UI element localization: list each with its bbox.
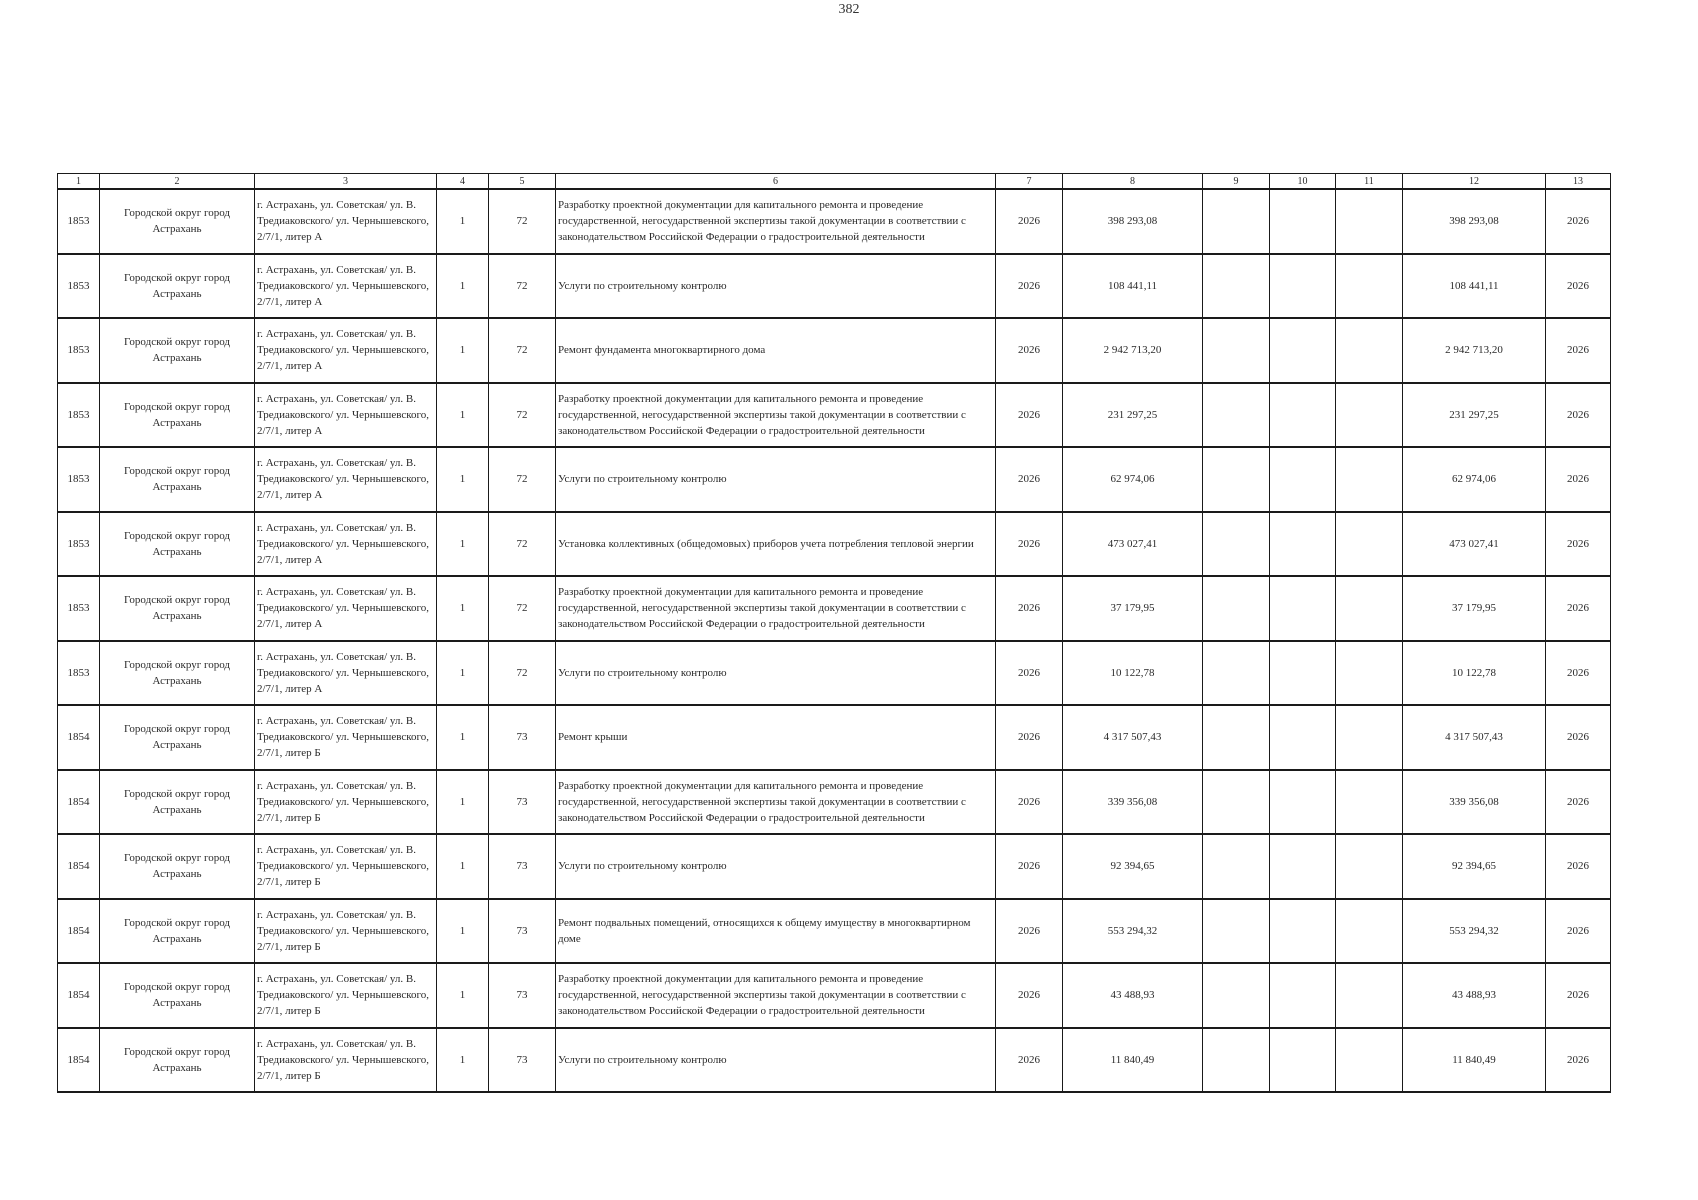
total-cell: 11 840,49: [1403, 1028, 1546, 1093]
cost-cell: 37 179,95: [1063, 576, 1203, 641]
table-row: [58, 770, 1611, 835]
address-cell: г. Астрахань, ул. Советская/ ул. В. Тредиаковского/ ул. Чернышевского, 2/7/1, литер Б: [255, 963, 437, 1028]
end-year-cell: 2026: [1546, 1028, 1611, 1093]
municipality-cell: Городской округ город Астрахань: [100, 641, 255, 706]
table-row: [58, 899, 1611, 964]
table-body: [58, 189, 1611, 1092]
col10-cell: [1270, 705, 1336, 770]
col11-cell: [1336, 318, 1403, 383]
col9-cell: [1203, 705, 1270, 770]
address-cell: г. Астрахань, ул. Советская/ ул. В. Тредиаковского/ ул. Чернышевского, 2/7/1, литер Б: [255, 705, 437, 770]
cost-cell: 4 317 507,43: [1063, 705, 1203, 770]
end-year-cell: 2026: [1546, 834, 1611, 899]
total-cell: 2 942 713,20: [1403, 318, 1546, 383]
col11-cell: [1336, 705, 1403, 770]
cost-cell: 473 027,41: [1063, 512, 1203, 577]
address-cell: г. Астрахань, ул. Советская/ ул. В. Тредиаковского/ ул. Чернышевского, 2/7/1, литер Б: [255, 770, 437, 835]
col5-cell: 73: [489, 1028, 556, 1093]
col10-cell: [1270, 641, 1336, 706]
col5-cell: 73: [489, 834, 556, 899]
row-number-cell: 1853: [58, 641, 100, 706]
col4-cell: 1: [437, 834, 489, 899]
municipality-cell: Городской округ город Астрахань: [100, 189, 255, 254]
col5-cell: 72: [489, 641, 556, 706]
header-cell-10: 10: [1270, 174, 1336, 190]
total-cell: 43 488,93: [1403, 963, 1546, 1028]
col9-cell: [1203, 512, 1270, 577]
table-row: [58, 1028, 1611, 1093]
table-row: [58, 576, 1611, 641]
col11-cell: [1336, 963, 1403, 1028]
address-cell: г. Астрахань, ул. Советская/ ул. В. Тредиаковского/ ул. Чернышевского, 2/7/1, литер А: [255, 189, 437, 254]
col11-cell: [1336, 254, 1403, 319]
col11-cell: [1336, 512, 1403, 577]
row-number-cell: 1853: [58, 576, 100, 641]
cost-cell: 231 297,25: [1063, 383, 1203, 448]
col11-cell: [1336, 576, 1403, 641]
col4-cell: 1: [437, 383, 489, 448]
municipality-cell: Городской округ город Астрахань: [100, 963, 255, 1028]
address-cell: г. Астрахань, ул. Советская/ ул. В. Тредиаковского/ ул. Чернышевского, 2/7/1, литер А: [255, 641, 437, 706]
row-number-cell: 1853: [58, 189, 100, 254]
col11-cell: [1336, 770, 1403, 835]
col5-cell: 73: [489, 963, 556, 1028]
col9-cell: [1203, 770, 1270, 835]
col4-cell: 1: [437, 189, 489, 254]
col10-cell: [1270, 512, 1336, 577]
end-year-cell: 2026: [1546, 383, 1611, 448]
col10-cell: [1270, 447, 1336, 512]
col5-cell: 73: [489, 899, 556, 964]
col10-cell: [1270, 189, 1336, 254]
total-cell: 553 294,32: [1403, 899, 1546, 964]
year-cell: 2026: [996, 1028, 1063, 1093]
col11-cell: [1336, 447, 1403, 512]
col4-cell: 1: [437, 705, 489, 770]
col11-cell: [1336, 1028, 1403, 1093]
end-year-cell: 2026: [1546, 641, 1611, 706]
total-cell: 108 441,11: [1403, 254, 1546, 319]
total-cell: 92 394,65: [1403, 834, 1546, 899]
col5-cell: 72: [489, 512, 556, 577]
end-year-cell: 2026: [1546, 576, 1611, 641]
col4-cell: 1: [437, 641, 489, 706]
address-cell: г. Астрахань, ул. Советская/ ул. В. Тредиаковского/ ул. Чернышевского, 2/7/1, литер А: [255, 318, 437, 383]
table-row: [58, 318, 1611, 383]
col11-cell: [1336, 834, 1403, 899]
cost-cell: 43 488,93: [1063, 963, 1203, 1028]
cost-cell: 10 122,78: [1063, 641, 1203, 706]
col9-cell: [1203, 447, 1270, 512]
year-cell: 2026: [996, 318, 1063, 383]
work-type-cell: Разработку проектной документации для капитального ремонта и проведение государственной, негосударственной экспертизы такой документации в соответствии с законодательством Российской Федерации о градостроительной деятельности: [556, 189, 996, 254]
year-cell: 2026: [996, 512, 1063, 577]
header-cell-5: 5: [489, 174, 556, 190]
col4-cell: 1: [437, 1028, 489, 1093]
row-number-cell: 1853: [58, 254, 100, 319]
year-cell: 2026: [996, 963, 1063, 1028]
municipality-cell: Городской округ город Астрахань: [100, 705, 255, 770]
address-cell: г. Астрахань, ул. Советская/ ул. В. Тредиаковского/ ул. Чернышевского, 2/7/1, литер А: [255, 576, 437, 641]
year-cell: 2026: [996, 834, 1063, 899]
work-type-cell: Услуги по строительному контролю: [556, 641, 996, 706]
page-number: 382: [838, 2, 860, 17]
row-number-cell: 1853: [58, 512, 100, 577]
row-number-cell: 1853: [58, 383, 100, 448]
work-type-cell: Разработку проектной документации для капитального ремонта и проведение государственной, негосударственной экспертизы такой документации в соответствии с законодательством Российской Федерации о градостроительной деятельности: [556, 770, 996, 835]
col9-cell: [1203, 963, 1270, 1028]
end-year-cell: 2026: [1546, 963, 1611, 1028]
municipality-cell: Городской округ город Астрахань: [100, 834, 255, 899]
table-row: [58, 705, 1611, 770]
col9-cell: [1203, 834, 1270, 899]
header-cell-8: 8: [1063, 174, 1203, 190]
cost-cell: 108 441,11: [1063, 254, 1203, 319]
municipality-cell: Городской округ город Астрахань: [100, 383, 255, 448]
cost-cell: 339 356,08: [1063, 770, 1203, 835]
header-cell-1: 1: [58, 174, 100, 190]
col10-cell: [1270, 576, 1336, 641]
header-cell-4: 4: [437, 174, 489, 190]
cost-cell: 398 293,08: [1063, 189, 1203, 254]
col9-cell: [1203, 318, 1270, 383]
municipality-cell: Городской округ город Астрахань: [100, 318, 255, 383]
year-cell: 2026: [996, 770, 1063, 835]
capital-repair-table: [57, 173, 1611, 1093]
col9-cell: [1203, 641, 1270, 706]
address-cell: г. Астрахань, ул. Советская/ ул. В. Тредиаковского/ ул. Чернышевского, 2/7/1, литер А: [255, 512, 437, 577]
row-number-cell: 1854: [58, 899, 100, 964]
col4-cell: 1: [437, 770, 489, 835]
work-type-cell: Ремонт подвальных помещений, относящихся к общему имуществу в многоквартирном доме: [556, 899, 996, 964]
col4-cell: 1: [437, 318, 489, 383]
year-cell: 2026: [996, 254, 1063, 319]
col9-cell: [1203, 189, 1270, 254]
work-type-cell: Услуги по строительному контролю: [556, 254, 996, 319]
header-cell-9: 9: [1203, 174, 1270, 190]
total-cell: 398 293,08: [1403, 189, 1546, 254]
col9-cell: [1203, 254, 1270, 319]
col5-cell: 73: [489, 705, 556, 770]
total-cell: 4 317 507,43: [1403, 705, 1546, 770]
col10-cell: [1270, 770, 1336, 835]
total-cell: 10 122,78: [1403, 641, 1546, 706]
col11-cell: [1336, 899, 1403, 964]
year-cell: 2026: [996, 189, 1063, 254]
total-cell: 473 027,41: [1403, 512, 1546, 577]
address-cell: г. Астрахань, ул. Советская/ ул. В. Тредиаковского/ ул. Чернышевского, 2/7/1, литер Б: [255, 1028, 437, 1093]
end-year-cell: 2026: [1546, 254, 1611, 319]
municipality-cell: Городской округ город Астрахань: [100, 899, 255, 964]
municipality-cell: Городской округ город Астрахань: [100, 770, 255, 835]
row-number-cell: 1854: [58, 770, 100, 835]
address-cell: г. Астрахань, ул. Советская/ ул. В. Тредиаковского/ ул. Чернышевского, 2/7/1, литер Б: [255, 899, 437, 964]
col5-cell: 72: [489, 254, 556, 319]
table-row: [58, 641, 1611, 706]
address-cell: г. Астрахань, ул. Советская/ ул. В. Тредиаковского/ ул. Чернышевского, 2/7/1, литер А: [255, 383, 437, 448]
end-year-cell: 2026: [1546, 447, 1611, 512]
work-type-cell: Разработку проектной документации для капитального ремонта и проведение государственной, негосударственной экспертизы такой документации в соответствии с законодательством Российской Федерации о градостроительной деятельности: [556, 576, 996, 641]
col5-cell: 72: [489, 318, 556, 383]
col5-cell: 72: [489, 189, 556, 254]
year-cell: 2026: [996, 899, 1063, 964]
col4-cell: 1: [437, 899, 489, 964]
address-cell: г. Астрахань, ул. Советская/ ул. В. Тредиаковского/ ул. Чернышевского, 2/7/1, литер А: [255, 447, 437, 512]
header-cell-3: 3: [255, 174, 437, 190]
col9-cell: [1203, 1028, 1270, 1093]
table-header: [58, 174, 1611, 190]
col10-cell: [1270, 899, 1336, 964]
cost-cell: 553 294,32: [1063, 899, 1203, 964]
municipality-cell: Городской округ город Астрахань: [100, 447, 255, 512]
col10-cell: [1270, 254, 1336, 319]
work-type-cell: Разработку проектной документации для капитального ремонта и проведение государственной, негосударственной экспертизы такой документации в соответствии с законодательством Российской Федерации о градостроительной деятельности: [556, 963, 996, 1028]
header-cell-12: 12: [1403, 174, 1546, 190]
year-cell: 2026: [996, 705, 1063, 770]
header-cell-11: 11: [1336, 174, 1403, 190]
end-year-cell: 2026: [1546, 705, 1611, 770]
row-number-cell: 1854: [58, 963, 100, 1028]
year-cell: 2026: [996, 447, 1063, 512]
col4-cell: 1: [437, 963, 489, 1028]
address-cell: г. Астрахань, ул. Советская/ ул. В. Тредиаковского/ ул. Чернышевского, 2/7/1, литер А: [255, 254, 437, 319]
table-row: [58, 834, 1611, 899]
cost-cell: 62 974,06: [1063, 447, 1203, 512]
table-row: [58, 383, 1611, 448]
col4-cell: 1: [437, 254, 489, 319]
col10-cell: [1270, 963, 1336, 1028]
col10-cell: [1270, 1028, 1336, 1093]
col9-cell: [1203, 576, 1270, 641]
table-row: [58, 512, 1611, 577]
col5-cell: 72: [489, 447, 556, 512]
col9-cell: [1203, 899, 1270, 964]
total-cell: 37 179,95: [1403, 576, 1546, 641]
municipality-cell: Городской округ город Астрахань: [100, 254, 255, 319]
year-cell: 2026: [996, 576, 1063, 641]
end-year-cell: 2026: [1546, 512, 1611, 577]
year-cell: 2026: [996, 383, 1063, 448]
col4-cell: 1: [437, 576, 489, 641]
end-year-cell: 2026: [1546, 770, 1611, 835]
end-year-cell: 2026: [1546, 899, 1611, 964]
work-type-cell: Установка коллективных (общедомовых) приборов учета потребления тепловой энергии: [556, 512, 996, 577]
header-cell-6: 6: [556, 174, 996, 190]
header-cell-7: 7: [996, 174, 1063, 190]
col11-cell: [1336, 641, 1403, 706]
table-row: [58, 189, 1611, 254]
header-cell-13: 13: [1546, 174, 1611, 190]
total-cell: 231 297,25: [1403, 383, 1546, 448]
row-number-cell: 1854: [58, 705, 100, 770]
col11-cell: [1336, 189, 1403, 254]
col11-cell: [1336, 383, 1403, 448]
col5-cell: 72: [489, 383, 556, 448]
col10-cell: [1270, 318, 1336, 383]
work-type-cell: Услуги по строительному контролю: [556, 1028, 996, 1093]
row-number-cell: 1853: [58, 318, 100, 383]
municipality-cell: Городской округ город Астрахань: [100, 512, 255, 577]
year-cell: 2026: [996, 641, 1063, 706]
work-type-cell: Ремонт крыши: [556, 705, 996, 770]
row-number-cell: 1853: [58, 447, 100, 512]
cost-cell: 11 840,49: [1063, 1028, 1203, 1093]
end-year-cell: 2026: [1546, 189, 1611, 254]
col4-cell: 1: [437, 447, 489, 512]
municipality-cell: Городской округ город Астрахань: [100, 576, 255, 641]
total-cell: 62 974,06: [1403, 447, 1546, 512]
address-cell: г. Астрахань, ул. Советская/ ул. В. Тредиаковского/ ул. Чернышевского, 2/7/1, литер Б: [255, 834, 437, 899]
col5-cell: 72: [489, 576, 556, 641]
work-type-cell: Услуги по строительному контролю: [556, 834, 996, 899]
col4-cell: 1: [437, 512, 489, 577]
col10-cell: [1270, 383, 1336, 448]
table-row: [58, 447, 1611, 512]
municipality-cell: Городской округ город Астрахань: [100, 1028, 255, 1093]
header-cell-2: 2: [100, 174, 255, 190]
cost-cell: 2 942 713,20: [1063, 318, 1203, 383]
work-type-cell: Ремонт фундамента многоквартирного дома: [556, 318, 996, 383]
col10-cell: [1270, 834, 1336, 899]
col9-cell: [1203, 383, 1270, 448]
table-row: [58, 254, 1611, 319]
row-number-cell: 1854: [58, 834, 100, 899]
cost-cell: 92 394,65: [1063, 834, 1203, 899]
header-row: [58, 174, 1611, 190]
table-row: [58, 963, 1611, 1028]
col5-cell: 73: [489, 770, 556, 835]
row-number-cell: 1854: [58, 1028, 100, 1093]
work-type-cell: Услуги по строительному контролю: [556, 447, 996, 512]
work-type-cell: Разработку проектной документации для капитального ремонта и проведение государственной, негосударственной экспертизы такой документации в соответствии с законодательством Российской Федерации о градостроительной деятельности: [556, 383, 996, 448]
total-cell: 339 356,08: [1403, 770, 1546, 835]
end-year-cell: 2026: [1546, 318, 1611, 383]
